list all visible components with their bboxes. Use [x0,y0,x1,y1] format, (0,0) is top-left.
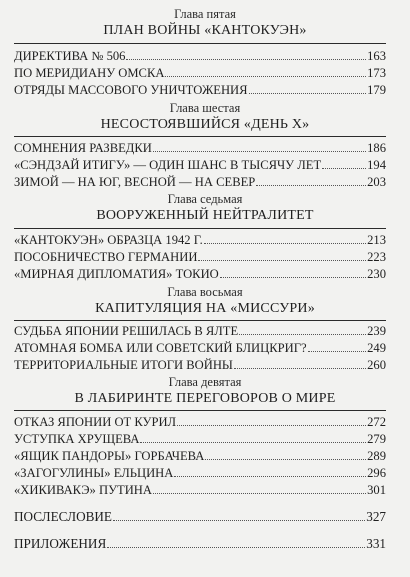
toc-entry-label: ПОСЛЕСЛОВИЕ [14,509,112,524]
toc-entry[interactable] [14,323,386,339]
toc-entry-label: СУДЬБА ЯПОНИИ РЕШИЛАСЬ В ЯЛТЕ [14,324,239,338]
toc-entry[interactable] [14,65,386,81]
chapter-title: ПЛАН ВОЙНЫ «КАНТОКУЭН» [103,23,307,38]
chapter-divider [14,410,386,411]
toc-entry-label: «ЗАГОГУЛИНЫ» ЕЛЬЦИНА [14,466,174,480]
chapter-9 [0,375,410,407]
toc-entry-label: ТЕРРИТОРИАЛЬНЫЕ ИТОГИ ВОЙНЫ [14,358,233,372]
chapter-8 [0,285,410,317]
toc-entry[interactable] [14,266,386,282]
chapter-divider [14,228,386,229]
toc-entry[interactable] [14,232,386,248]
toc-entry-label: ПО МЕРИДИАНУ ОМСКА [14,66,165,80]
toc-entry[interactable] [14,357,386,373]
toc-entry-label: УСТУПКА ХРУЩЕВА [14,432,140,446]
toc-entry[interactable] [14,140,386,156]
dot-leader [205,448,366,460]
chapter-title: В ЛАБИРИНТЕ ПЕРЕГОВОРОВ О МИРЕ [74,391,336,406]
dot-leader [322,157,366,169]
toc-entry-afterword[interactable] [14,509,386,525]
toc-entry[interactable] [14,340,386,356]
chapter-divider [14,43,386,44]
toc-entry-page: 186 [367,141,386,155]
dot-leader [107,536,365,548]
dot-leader [126,48,366,60]
chapter-6 [0,101,410,133]
toc-entry-page: 194 [367,158,386,172]
dot-leader [220,266,366,278]
toc-entry-label: «МИРНАЯ ДИПЛОМАТИЯ» ТОКИО [14,267,219,281]
dot-leader [177,414,366,426]
toc-entry[interactable] [14,82,386,98]
chapter-7 [0,192,410,224]
dot-leader [249,82,367,94]
toc-entry-page: 239 [367,324,386,338]
toc-entry-page: 260 [367,358,386,372]
dot-leader [204,232,366,244]
dot-leader [174,465,366,477]
toc-entry-label: ПОСОБНИЧЕСТВО ГЕРМАНИИ [14,250,198,264]
toc-entry[interactable] [14,431,386,447]
toc-entry-label: «ХИКИВАКЭ» ПУТИНА [14,483,152,497]
toc-entry-page: 213 [367,233,386,247]
toc-entry-label: «ЯЩИК ПАНДОРЫ» ГОРБАЧЕВА [14,449,205,463]
dot-leader [308,340,367,352]
chapter-5 [0,7,410,39]
toc-entry-page: 179 [367,83,386,97]
chapter-number: Глава девятая [168,375,242,389]
toc-entry-label: ПРИЛОЖЕНИЯ [14,536,107,551]
dot-leader [256,174,366,186]
toc-entry-page: 163 [367,49,386,63]
chapter-number: Глава седьмая [167,192,243,206]
chapter-title: КАПИТУЛЯЦИЯ НА «МИССУРИ» [95,301,315,316]
toc-entry-page: 327 [366,509,386,524]
dot-leader [153,140,366,152]
toc-entry[interactable] [14,174,386,190]
chapter-divider [14,136,386,137]
toc-entry-label: ОТРЯДЫ МАССОВОГО УНИЧТОЖЕНИЯ [14,83,248,97]
toc-entry[interactable] [14,465,386,481]
dot-leader [165,65,366,77]
dot-leader [234,357,366,369]
dot-leader [140,431,366,443]
dot-leader [198,249,366,261]
toc-entry-page: 203 [367,175,386,189]
dot-leader [153,482,366,494]
toc-entry[interactable] [14,448,386,464]
toc-entry[interactable] [14,48,386,64]
toc-entry-page: 289 [367,449,386,463]
toc-entry[interactable] [14,249,386,265]
toc-entry-page: 272 [367,415,386,429]
toc-entry-page: 230 [367,267,386,281]
toc-entry[interactable] [14,482,386,498]
toc-entry-label: ОТКАЗ ЯПОНИИ ОТ КУРИЛ [14,415,177,429]
toc-entry-page: 279 [367,432,386,446]
dot-leader [113,509,365,521]
toc-entry-label: АТОМНАЯ БОМБА ИЛИ СОВЕТСКИЙ БЛИЦКРИГ? [14,341,307,355]
toc-entry-page: 331 [366,536,386,551]
toc-entry-page: 296 [367,466,386,480]
toc-entry-label: «КАНТОКУЭН» ОБРАЗЦА 1942 Г. [14,233,203,247]
chapter-title: НЕСОСТОЯВШИЙСЯ «ДЕНЬ Х» [100,117,310,132]
toc-entry-label: ДИРЕКТИВА № 506 [14,49,126,63]
toc-entry-page: 173 [367,66,386,80]
chapter-number: Глава шестая [169,101,241,115]
toc-entry-label: «СЭНДЗАЙ ИТИГУ» — ОДИН ШАНС В ТЫСЯЧУ ЛЕТ [14,158,322,172]
toc-entry-page: 301 [367,483,386,497]
toc-entry-label: ЗИМОЙ — НА ЮГ, ВЕСНОЙ — НА СЕВЕР [14,175,256,189]
chapter-title: ВООРУЖЕННЫЙ НЕЙТРАЛИТЕТ [96,208,314,223]
chapter-divider [14,320,386,321]
toc-entry-appendices[interactable] [14,536,386,552]
toc-entry[interactable] [14,157,386,173]
toc-entry-page: 249 [367,341,386,355]
toc-entry-page: 223 [367,250,386,264]
toc-entry-label: СОМНЕНИЯ РАЗВЕДКИ [14,141,152,155]
chapter-number: Глава пятая [174,7,236,21]
dot-leader [239,323,366,335]
chapter-number: Глава восьмая [167,285,243,299]
toc-entry[interactable] [14,414,386,430]
